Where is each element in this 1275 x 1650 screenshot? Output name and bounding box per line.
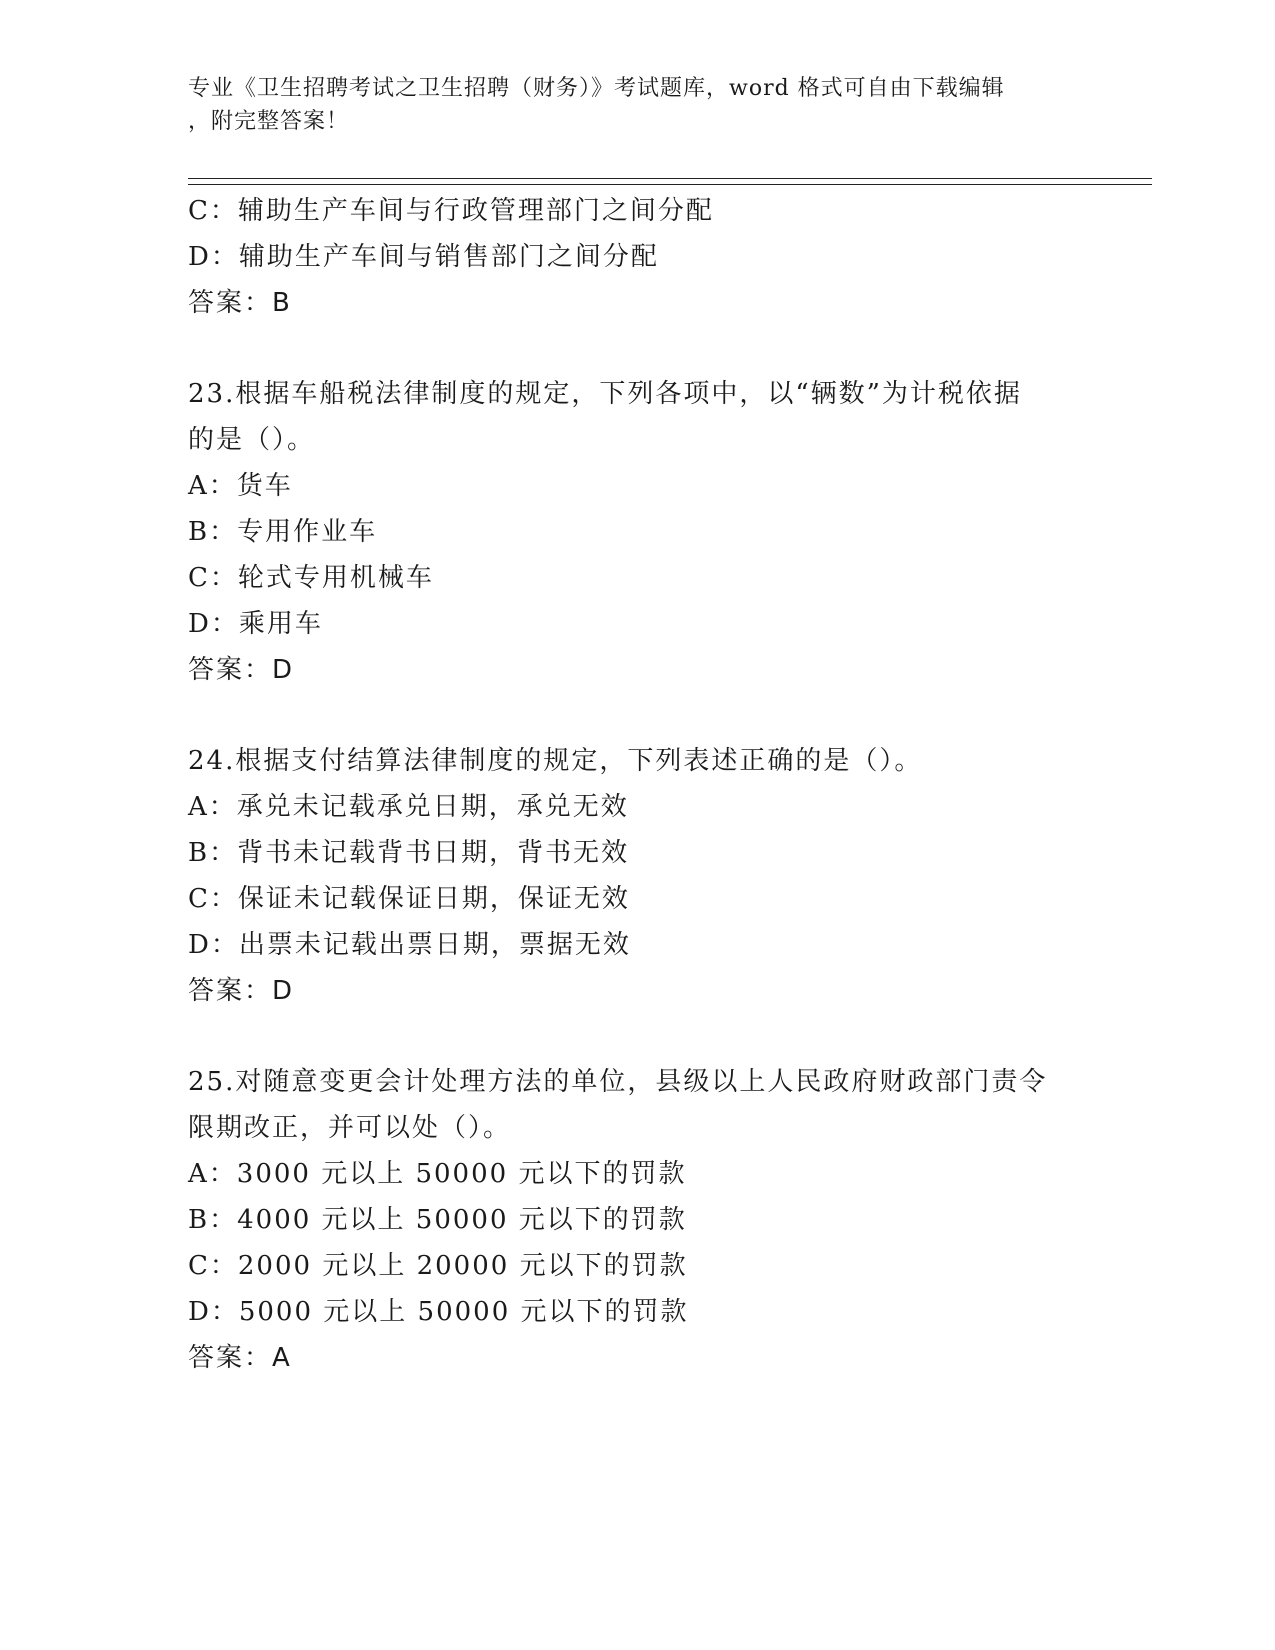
question-stem-line: 24.根据支付结算法律制度的规定，下列表述正确的是（）。 — [188, 746, 923, 776]
option-c: C：保证未记载保证日期，保证无效 — [188, 884, 630, 914]
question-25 — [188, 1059, 1088, 1381]
option-a: A：3000 元以上 50000 元以下的罚款 — [188, 1159, 687, 1189]
question-stem-line: 23.根据车船税法律制度的规定，下列各项中，以“辆数”为计税依据 — [188, 379, 1022, 409]
answer-line: 答案：D — [188, 976, 295, 1006]
document-header — [188, 72, 1068, 138]
option-a: A：货车 — [188, 471, 293, 501]
header-line-2: ，附完整答案！ — [188, 109, 350, 134]
question-23 — [188, 371, 1088, 693]
answer-line: 答案：B — [188, 288, 292, 318]
header-line-1: 专业《卫生招聘考试之卫生招聘（财务）》考试题库，word 格式可自由下载编辑 — [188, 76, 1005, 101]
question-stem-line: 限期改正，并可以处（）。 — [188, 1113, 512, 1143]
option-d: D：出票未记载出票日期，票据无效 — [188, 930, 631, 960]
option-d: D：辅助生产车间与销售部门之间分配 — [188, 242, 659, 272]
option-b: B：4000 元以上 50000 元以下的罚款 — [188, 1205, 687, 1235]
question-24 — [188, 738, 1088, 1014]
option-c: C：辅助生产车间与行政管理部门之间分配 — [188, 196, 714, 226]
answer-line: 答案：A — [188, 1343, 292, 1373]
option-b: B：专用作业车 — [188, 517, 378, 547]
question-stem-line: 25.对随意变更会计处理方法的单位，县级以上人民政府财政部门责令 — [188, 1067, 1048, 1097]
option-c: C：2000 元以上 20000 元以下的罚款 — [188, 1251, 688, 1281]
option-d: D：乘用车 — [188, 609, 323, 639]
question-list — [188, 188, 1088, 1381]
answer-line: 答案：D — [188, 655, 295, 685]
question-spacer — [188, 1014, 1088, 1059]
question-spacer — [188, 326, 1088, 371]
option-b: B：背书未记载背书日期，背书无效 — [188, 838, 630, 868]
header-divider-top — [188, 178, 1152, 179]
header-divider-bottom — [188, 184, 1152, 185]
option-a: A：承兑未记载承兑日期，承兑无效 — [188, 792, 629, 822]
option-d: D：5000 元以上 50000 元以下的罚款 — [188, 1297, 689, 1327]
option-c: C：轮式专用机械车 — [188, 563, 434, 593]
question-stem-line: 的是（）。 — [188, 425, 316, 455]
question-continued — [188, 188, 1088, 326]
question-spacer — [188, 693, 1088, 738]
